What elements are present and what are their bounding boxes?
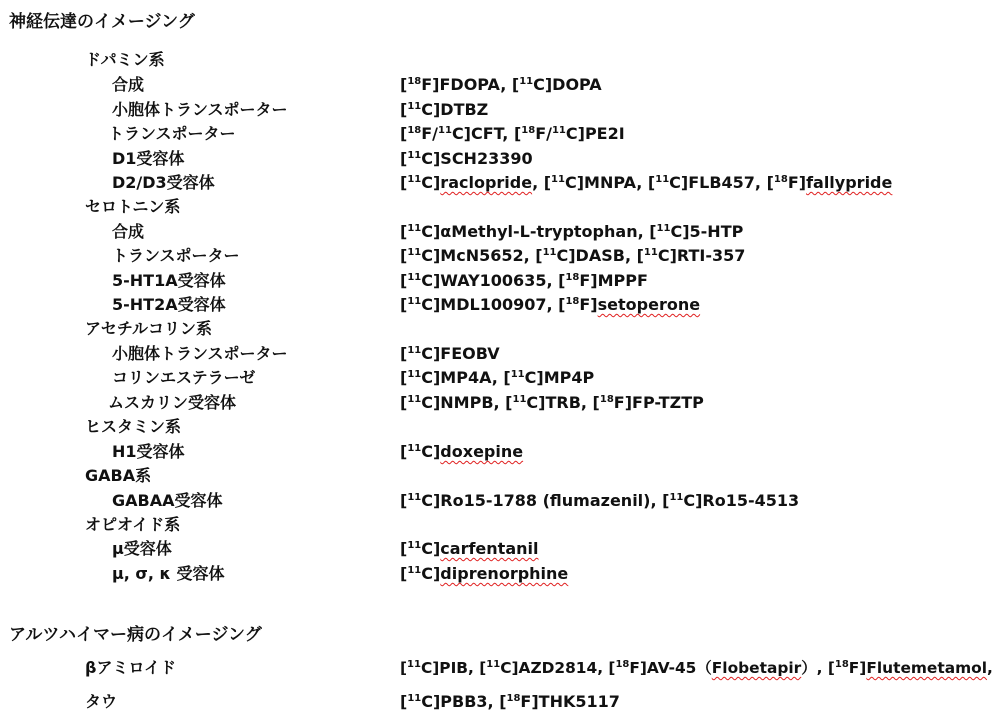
dopamine-d1-row [0,147,979,171]
dopamine-d2d3-row [0,171,979,195]
opioid-mu-row [0,537,979,561]
acetylcholine-esterase-row [0,366,979,390]
compound-list: [$^{11}$C]NMPB, [$^{11}$C]TRB, [$^{18}$F]FP-TZTP [400,393,704,412]
row-label: 合成 [112,222,145,241]
row-label: 5-HT2A受容体 [112,295,226,314]
dopamine-vesicular-row [0,98,979,122]
dopamine-system-row [0,48,979,72]
dopamine-transporter-row [0,122,979,146]
row-label: 合成 [112,75,145,94]
compound-list: [$^{11}$C]carfentanil [400,539,539,558]
opioid-system-row [0,513,979,537]
row-label: βアミロイド [85,658,176,677]
row-label: H1受容体 [112,442,185,461]
compound-list: [$^{11}$C]PIB, [$^{11}$C]AZD2814, [$^{18}$F]AV-45（Flobetapir）, [$^{18}$F]Flutemetamol, [400,659,993,677]
acetylcholine-system-row [0,317,979,341]
histamine-h1-row [0,440,979,464]
compound-list: [$^{11}$C]FEOBV [400,344,500,363]
row-label: コリンエステラーゼ [112,368,256,387]
compound-list: [$^{11}$C]McN5652, [$^{11}$C]DASB, [$^{11}$C]RTI-357 [400,246,746,265]
gaba-a-row [0,489,979,513]
compound-list: [$^{11}$C]diprenorphine [400,564,569,583]
row-label: 小胞体トランスポーター [112,344,288,363]
compound-list: [$^{11}$C]PBB3, [$^{18}$F]THK5117 [400,692,620,711]
dopamine-system-label: ドパミン系 [85,50,165,69]
serotonin-5ht2a-row [0,293,979,317]
compound-list: [$^{11}$C]doxepine [400,442,524,461]
row-label: μ, σ, κ 受容体 [112,564,225,583]
row-label: GABAA受容体 [112,491,223,510]
row-label: D1受容体 [112,149,185,168]
gaba-system-row [0,464,979,488]
compound-list: [$^{11}$C]WAY100635, [$^{18}$F]MPPF [400,271,648,290]
row-label: タウ [85,692,118,711]
acetylcholine-vesicular-row [0,342,979,366]
serotonin-5ht1a-row [0,269,979,293]
compound-list: [$^{11}$C]αMethyl-L-tryptophan, [$^{11}$C]5-HTP [400,222,744,241]
compound-list: [$^{18}$F]FDOPA, [$^{11}$C]DOPA [400,75,602,94]
alzheimer-imaging-heading: アルツハイマー病のイメージング [9,625,262,645]
compound-list: [$^{11}$C]Ro15-1788 (flumazenil), [$^{11}$C]Ro15-4513 [400,491,800,510]
row-label: D2/D3受容体 [112,173,215,192]
row-label: ムスカリン受容体 [108,393,237,412]
row-label: μ受容体 [112,539,172,558]
opioid-mixed-row [0,562,979,586]
compound-list: [$^{18}$F/$^{11}$C]CFT, [$^{18}$F/$^{11}$C]PE2I [400,124,625,143]
serotonin-synthesis-row [0,220,979,244]
gaba-system-label: GABA系 [85,466,152,485]
compound-list: [$^{11}$C]SCH23390 [400,149,533,168]
neuro-imaging-heading: 神経伝達のイメージング [9,12,195,32]
compound-list: [$^{11}$C]raclopride, [$^{11}$C]MNPA, [$^{11}$C]FLB457, [$^{18}$F]fallypride [400,173,893,192]
row-label: トランスポーター [112,246,240,265]
acetylcholine-system-label: アセチルコリン系 [85,319,213,338]
row-label: トランスポーター [108,124,236,143]
opioid-system-label: オピオイド系 [85,515,181,534]
compound-list: [$^{11}$C]DTBZ [400,100,489,119]
compound-list: [$^{11}$C]MP4A, [$^{11}$C]MP4P [400,368,595,387]
tau-row [0,690,979,714]
serotonin-system-label: セロトニン系 [85,197,181,216]
serotonin-transporter-row [0,244,979,268]
serotonin-system-row [0,195,979,219]
row-label: 5-HT1A受容体 [112,271,226,290]
amyloid-row [0,656,993,680]
row-label: 小胞体トランスポーター [112,100,288,119]
acetylcholine-muscarinic-row [0,391,979,415]
histamine-system-row [0,415,979,439]
dopamine-synthesis-row [0,73,979,97]
histamine-system-label: ヒスタミン系 [85,417,182,436]
compound-list: [$^{11}$C]MDL100907, [$^{18}$F]setoperone [400,295,701,314]
